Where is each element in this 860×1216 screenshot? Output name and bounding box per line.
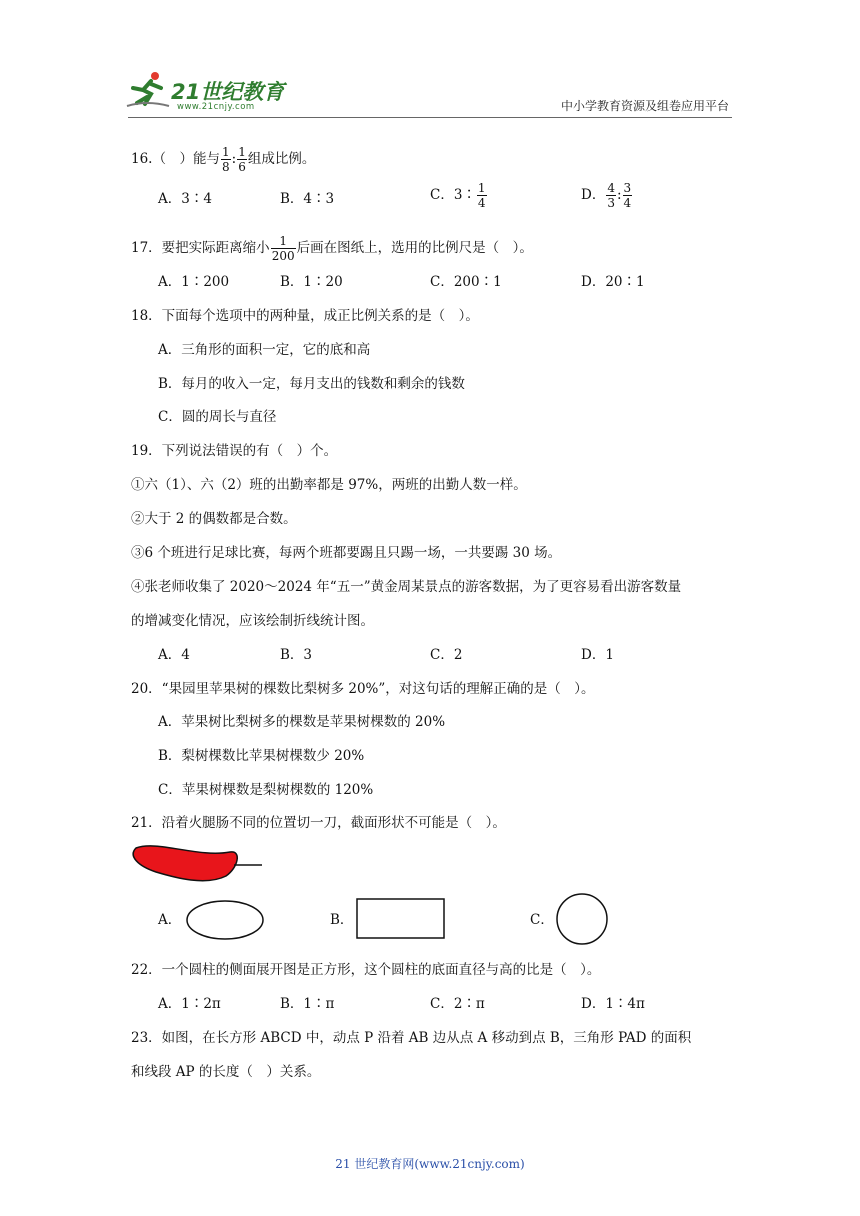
q17-stem-post: 后画在图纸上，选用的比例尺是（ ）。 — [296, 240, 533, 256]
q20-option-c: C．苹果树棵数是梨树棵数的 120% — [158, 782, 374, 798]
q18-option-a: A．三角形的面积一定，它的底和高 — [158, 342, 371, 358]
q16-fraction-1 — [221, 145, 231, 174]
question-17 — [131, 234, 533, 263]
q21-option-b-label: B． — [330, 912, 354, 928]
q17-option-c: C．200∶1 — [430, 274, 502, 290]
q19-option-d: D．1 — [581, 647, 614, 663]
q17-fraction — [271, 234, 296, 263]
q16-option-d-d1: 3 — [607, 196, 615, 210]
q16-option-d-fraction-1 — [606, 181, 616, 210]
q16-f1-denominator: 8 — [221, 160, 230, 174]
q22-option-b: B．1∶π — [280, 996, 335, 1012]
question-22-stem: 22．一个圆柱的侧面展开图是正方形，这个圆柱的底面直径与高的比是（ ）。 — [131, 962, 601, 978]
header-slogan: 中小学教育资源及组卷应用平台 — [560, 99, 729, 113]
question-21-stem: 21．沿着火腿肠不同的位置切一刀，截面形状不可能是（ ）。 — [131, 815, 506, 831]
q19-statement-1: ①六（1）、六（2）班的出勤率都是 97%，两班的出勤人数一样。 — [131, 477, 527, 493]
q17-stem-pre: 17．要把实际距离缩小 — [131, 240, 270, 256]
q21-option-c-label: C． — [530, 912, 554, 928]
rectangle-shape-icon — [355, 896, 447, 942]
q16-option-d-n1: 4 — [607, 181, 615, 195]
question-20-stem: 20．“果园里苹果树的棵数比梨树多 20%”，对这句话的理解正确的是（ ）。 — [131, 681, 595, 697]
q21-option-a-label: A． — [158, 912, 182, 928]
q19-option-a: A．4 — [158, 647, 190, 663]
q16-option-c-pre: C．3∶ — [430, 187, 476, 203]
q16-option-a: A．3∶4 — [158, 191, 212, 207]
page-footer: 21 世纪教育网(www.21cnjy.com) — [335, 1157, 525, 1171]
q19-statement-4-line-2: 的增减变化情况，应该绘制折线统计图。 — [131, 613, 374, 629]
q16-fraction-2 — [237, 145, 247, 174]
question-23-line-1: 23．如图，在长方形 ABCD 中，动点 P 沿着 AB 边从点 A 移动到点 B，三角形 PAD 的面积 — [131, 1030, 692, 1046]
q16-f2-numerator: 1 — [238, 145, 246, 159]
ham-sausage-figure — [128, 838, 268, 886]
q16-option-d-colon: : — [616, 187, 622, 203]
q16-option-c — [430, 181, 488, 210]
q16-option-d — [581, 181, 633, 210]
q16-option-d-d2: 4 — [623, 196, 632, 210]
q22-option-d: D．1∶4π — [581, 996, 645, 1012]
circle-shape-icon — [554, 891, 610, 947]
q16-stem-pre: 16.（ ）能与 — [131, 151, 220, 167]
q19-statement-2: ②大于 2 的偶数都是合数。 — [131, 511, 297, 527]
question-19-stem: 19．下列说法错误的有（ ）个。 — [131, 443, 338, 459]
ellipse-shape-icon — [184, 897, 266, 943]
q16-option-c-numerator: 1 — [477, 181, 486, 195]
q22-option-a: A．1∶2π — [158, 996, 221, 1012]
header-divider — [128, 117, 732, 118]
q17-option-d: D．20∶1 — [581, 274, 645, 290]
q16-option-d-fraction-2 — [623, 181, 633, 210]
question-16 — [131, 145, 315, 174]
q22-option-c: C．2∶π — [430, 996, 485, 1012]
q16-option-c-denominator: 4 — [477, 196, 486, 210]
q20-option-b: B．梨树棵数比苹果树棵数少 20% — [158, 748, 365, 764]
q17-numerator: 1 — [271, 234, 296, 249]
q16-option-d-n2: 3 — [623, 181, 632, 195]
question-18-stem: 18．下面每个选项中的两种量，成正比例关系的是（ ）。 — [131, 308, 479, 324]
q19-statement-4-line-1: ④张老师收集了 2020～2024 年“五一”黄金周某景点的游客数据，为了更容易看出游客数量 — [131, 579, 682, 595]
q17-option-a: A．1∶200 — [158, 274, 230, 290]
q16-option-c-fraction — [477, 181, 487, 210]
q18-option-b: B．每月的收入一定，每月支出的钱数和剩余的钱数 — [158, 376, 465, 392]
runner-logo-icon — [125, 70, 171, 110]
question-23-line-2: 和线段 AP 的长度（ ）关系。 — [131, 1064, 321, 1080]
logo-text: 21世纪教育 — [171, 80, 285, 104]
q19-option-c: C．2 — [430, 647, 463, 663]
q16-option-d-pre: D． — [581, 187, 606, 203]
q16-f1-numerator: 1 — [221, 145, 230, 159]
q16-option-b: B．4∶3 — [280, 191, 335, 207]
q20-option-a: A．苹果树比梨树多的棵数是苹果树棵数的 20% — [158, 714, 446, 730]
q18-option-c: C．圆的周长与直径 — [158, 409, 277, 425]
q19-statement-3: ③6 个班进行足球比赛，每两个班都要踢且只踢一场，一共要踢 30 场。 — [131, 545, 562, 561]
q16-f2-denominator: 6 — [238, 160, 246, 174]
logo-url: www.21cnjy.com — [177, 102, 255, 112]
q16-stem-post: 组成比例。 — [247, 151, 316, 167]
site-logo — [125, 68, 290, 116]
q17-option-b: B．1∶20 — [280, 274, 343, 290]
q16-colon: : — [231, 151, 237, 167]
q17-denominator: 200 — [271, 249, 295, 263]
q19-option-b: B．3 — [280, 647, 313, 663]
